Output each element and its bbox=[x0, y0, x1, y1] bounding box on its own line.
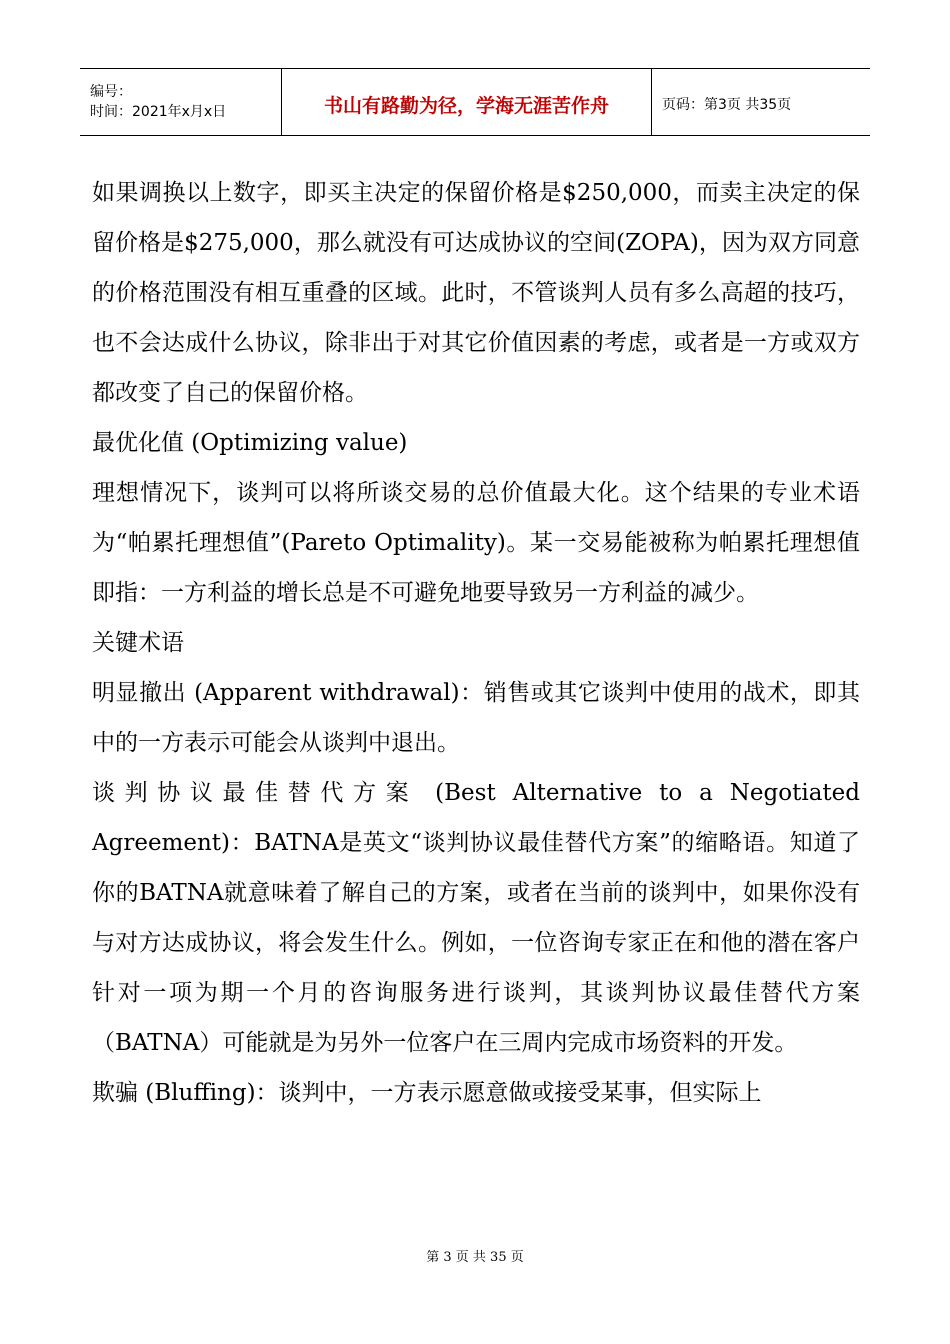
document-body bbox=[92, 168, 860, 1118]
term-apparent-withdrawal: 明显撤出 (Apparent withdrawal)：销售或其它谈判中使用的战术，即其中的一方表示可能会从谈判中退出。 bbox=[92, 680, 860, 756]
heading-optimizing-value: 最优化值 (Optimizing value) bbox=[92, 430, 408, 456]
header-motto-text: 书山有路勤为径，学海无涯苦作舟 bbox=[323, 94, 609, 117]
page-footer bbox=[0, 1246, 950, 1265]
page-header bbox=[80, 68, 870, 136]
term-batna: 谈判协议最佳替代方案 (Best Alternative to a Negotiated Agreement)：BATNA是英文“谈判协议最佳替代方案”的缩略语。知道了你的BATNA就意味着了解自己的方案，或者在当前的谈判中，如果你没有与对方达成协议，将会发生什么。例如，一位咨询专家正在和他的潜在客户针对一项为期一个月的咨询服务进行谈判，其谈判协议最佳替代方案（BATNA）可能就是为另外一位客户在三周内完成市场资料的开发。 bbox=[92, 780, 860, 1056]
header-motto bbox=[282, 69, 652, 135]
footer-page-number: 第 3 页 共 35 页 bbox=[426, 1250, 524, 1265]
paragraph-zopa: 如果调换以上数字，即买主决定的保留价格是$250,000，而卖主决定的保留价格是$275,000，那么就没有可达成协议的空间(ZOPA)，因为双方同意的价格范围没有相互重叠的区域。此时，不管谈判人员有多么高超的技巧，也不会达成什么协议，除非出于对其它价值因素的考虑，或者是一方或双方都改变了自己的保留价格。 bbox=[92, 180, 860, 406]
header-number-label: 编号： bbox=[90, 84, 132, 100]
header-time-label: 时间：2021年x月x日 bbox=[90, 104, 227, 120]
header-meta bbox=[80, 69, 282, 135]
header-page-label: 页码：第3页 共35页 bbox=[662, 97, 792, 113]
paragraph-pareto: 理想情况下，谈判可以将所谈交易的总价值最大化。这个结果的专业术语为“帕累托理想值”(Pareto Optimality)。某一交易能被称为帕累托理想值即指：一方利益的增长总是不可避免地要导致另一方利益的减少。 bbox=[92, 480, 860, 606]
heading-key-terms: 关键术语 bbox=[92, 630, 184, 656]
term-bluffing: 欺骗 (Bluffing)：谈判中，一方表示愿意做或接受某事，但实际上 bbox=[92, 1080, 762, 1106]
header-page-info bbox=[652, 69, 870, 135]
